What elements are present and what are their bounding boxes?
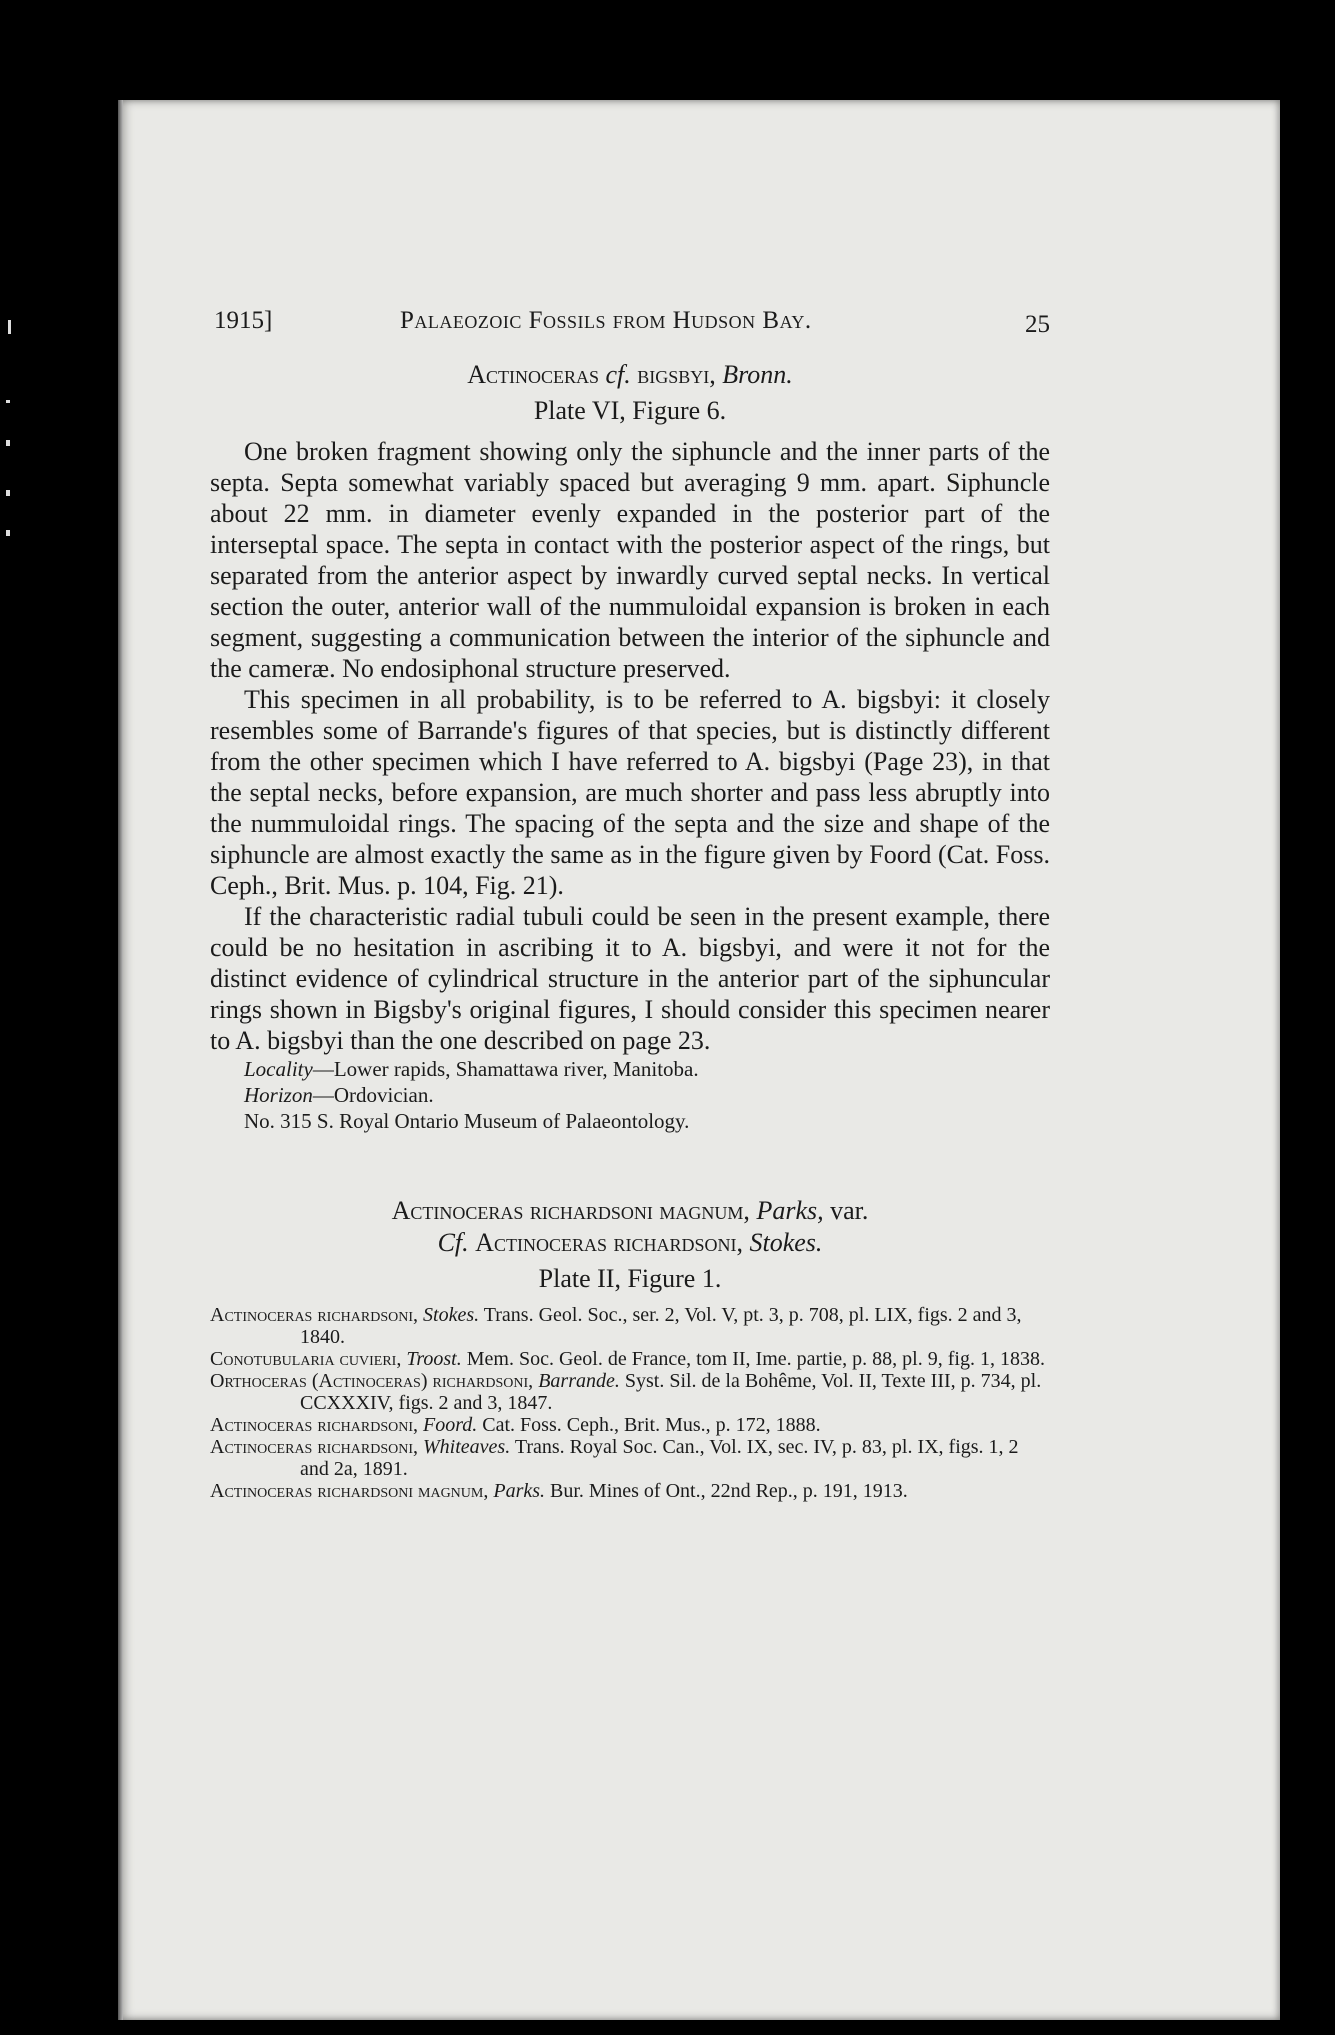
synonymy-entry (210, 1304, 1050, 1348)
compared-species: Actinoceras richardsoni, (475, 1228, 743, 1257)
horizon-line (244, 1082, 1050, 1108)
page-edge (118, 100, 123, 2020)
synonym-reference: Trans. Geol. Soc., ser. 2, Vol. V, pt. 3, p. 708, pl. LIX, figs. 2 and 3, 1840. (300, 1304, 1022, 1348)
synonym-author: Stokes. (423, 1304, 480, 1326)
synonym-reference: Trans. Royal Soc. Can., Vol. IX, sec. IV, p. 83, pl. IX, figs. 1, 2 and 2a, 1891. (300, 1436, 1019, 1480)
synonym-name: Orthoceras (Actinoceras) richardsoni, (210, 1370, 534, 1392)
species-title (210, 360, 1050, 390)
synonym-reference: Syst. Sil. de la Bohême, Vol. II, Texte III, p. 734, pl. CCXXXIV, figs. 2 and 3, 1847. (300, 1370, 1042, 1414)
synonym-name: Conotubularia cuvieri, (210, 1348, 402, 1370)
synonym-author: Parks. (493, 1480, 546, 1502)
page-content (210, 306, 1050, 1502)
scan-mark (6, 400, 10, 403)
header-year: 1915] (214, 307, 273, 334)
scan-mark (6, 440, 10, 446)
plate-reference: Plate VI, Figure 6. (533, 396, 727, 425)
synonym-name: Actinoceras richardsoni magnum, (210, 1480, 489, 1502)
scan-mark (6, 490, 10, 496)
synonymy-entry (210, 1436, 1050, 1480)
synonym-name: Actinoceras richardsoni, (210, 1436, 419, 1458)
synonymy-list (210, 1304, 1050, 1502)
species-author-2: Parks, (756, 1196, 824, 1225)
species-title-2 (210, 1196, 1050, 1226)
locality-label: Locality (244, 1057, 313, 1081)
species-author: Bronn. (722, 360, 793, 389)
discussion-paragraph: If the characteristic radial tubuli could be seen in the present example, there could be no hesitation in ascribing it to A. bigsbyi, and were it not for the distinct evidence of cylindrical structure in the anterior part of the siphuncular rings shown in Bigsby's original figures, I should consider this specimen nearer to A. bigsbyi than the one described on page 23. (210, 902, 1050, 1055)
synonym-author: Foord. (423, 1414, 478, 1436)
synonymy-entry (210, 1370, 1050, 1414)
running-header (210, 306, 1050, 350)
synonym-reference: Bur. Mines of Ont., 22nd Rep., p. 191, 1913. (550, 1480, 908, 1502)
horizon-label: Horizon (244, 1083, 313, 1107)
locality-line (244, 1056, 1050, 1082)
species-name-2: Actinoceras richardsoni magnum, (391, 1196, 750, 1225)
synonym-author: Barrande. (538, 1370, 620, 1392)
synonym-reference: Cat. Foss. Ceph., Brit. Mus., p. 172, 1888. (482, 1414, 821, 1436)
comparison-paragraph: This specimen in all probability, is to be referred to A. bigsbyi: it closely resembles some of Barrande's figures of that species, but is distinctly different from the other specimen which I have referred to A. bigsbyi (Page 23), in that the septal necks, before expansion, are much shorter and pass less abruptly into the nummuloidal rings. The spacing of the septa and the size and shape of the siphuncle are almost exactly the same as in the figure given by Foord (Cat. Foss. Ceph., Brit. Mus. p. 104, Fig. 21). (210, 685, 1050, 900)
synonym-name: Actinoceras richardsoni, (210, 1304, 419, 1326)
scan-mark (6, 530, 10, 536)
locality-value: —Lower rapids, Shamattawa river, Manitoba. (312, 1057, 699, 1081)
species-name: bigsbyi, (637, 360, 716, 389)
genus-name: Actinoceras (467, 360, 599, 389)
cf-mark: cf. (605, 360, 631, 389)
cf-mark-2: Cf. (437, 1228, 469, 1257)
description-paragraph: One broken fragment showing only the siphuncle and the inner parts of the septa. Septa somewhat variably spaced but averaging 9 mm. apart. Siphuncle about 22 mm. in diameter evenly expanded in the posterior part of the interseptal space. The septa in contact with the posterior aspect of the rings, but separated from the anterior aspect by inwardly curved septal necks. In vertical section the outer, anterior wall of the nummuloidal expansion is broken in each segment, suggesting a communication between the interior of the siphuncle and the cameræ. No endosiphonal structure preserved. (210, 437, 1050, 683)
plate-reference-2: Plate II, Figure 1. (538, 1264, 722, 1293)
synonymy-entry (210, 1480, 1050, 1502)
compared-author: Stokes. (749, 1228, 823, 1257)
synonym-author: Troost. (406, 1348, 462, 1370)
synonym-reference: Mem. Soc. Geol. de France, tom II, Ime. partie, p. 88, pl. 9, fig. 1, 1838. (466, 1348, 1045, 1370)
synonym-author: Whiteaves. (423, 1436, 511, 1458)
synonym-name: Actinoceras richardsoni, (210, 1414, 419, 1436)
variety-mark: var. (830, 1196, 869, 1225)
synonymy-entry (210, 1414, 1050, 1436)
specimen-number: No. 315 S. Royal Ontario Museum of Palaeontology. (244, 1109, 690, 1133)
scan-mark (8, 320, 11, 334)
page-number: 25 (1025, 311, 1050, 338)
header-title: Palaeozoic Fossils from Hudson Bay. (400, 307, 812, 334)
synonymy-entry (210, 1348, 1050, 1370)
species-subtitle (210, 1228, 1050, 1258)
horizon-value: —Ordovician. (312, 1083, 434, 1107)
